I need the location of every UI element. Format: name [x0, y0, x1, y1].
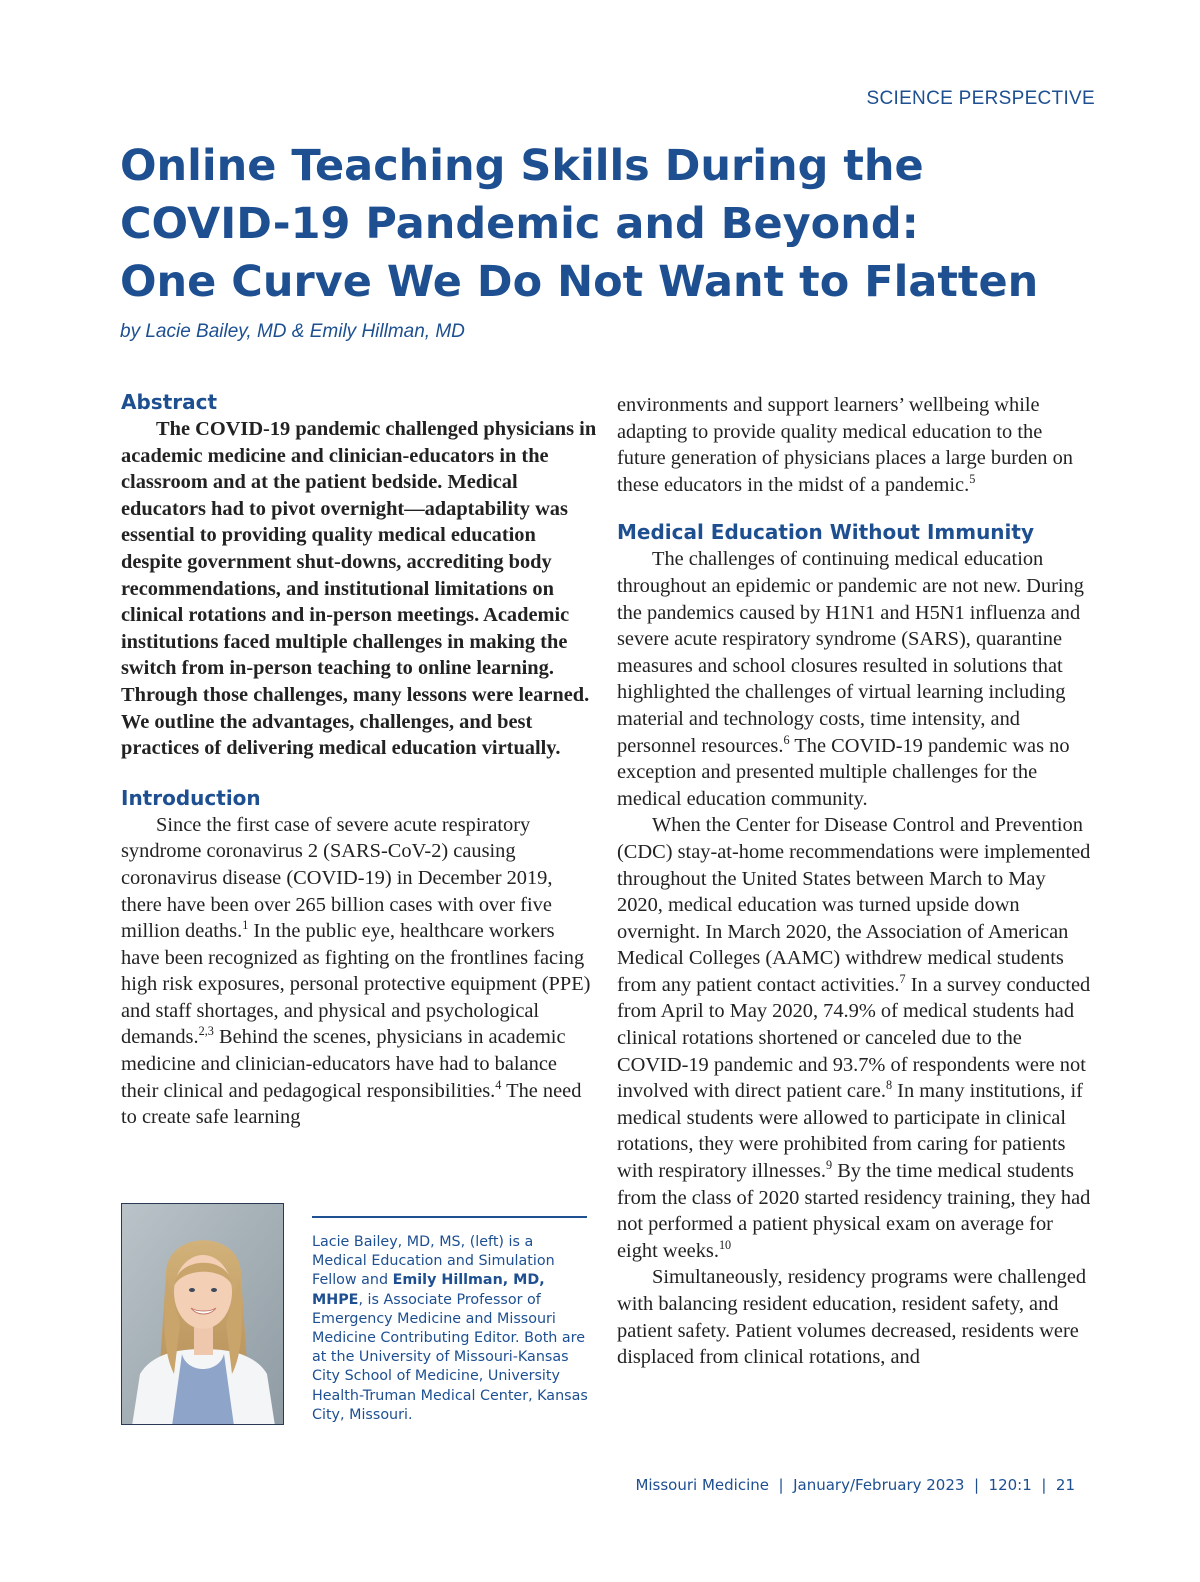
citation: 2,3	[198, 1024, 214, 1039]
citation: 4	[495, 1077, 502, 1092]
citation: 6	[783, 732, 790, 747]
section-paragraph-3: Simultaneously, residency programs were challenged with balancing resident education, resident safety, and patient safety. Patient volumes decreased, residents were displaced from clinical rotations, and	[617, 1266, 1087, 1369]
section-paragraph-1: The challenges of continuing medical education throughout an epidemic or pandemic are not new. During the pandemics caused by H1N1 and H5N1 influenza and severe acute respiratory syndrome (SARS), quarantine measures and school closures resulted in solutions that highlighted the challenges of virtual learning including material and technology costs, time intensity, and personnel resources.$^6$ The COVID-19 pandemic was no exception and presented multiple challenges for the medical education community.	[617, 548, 1084, 810]
abstract-text: The COVID-19 pandemic challenged physicians in academic medicine and clinician-educators in the classroom and at the patient bedside. Medical educators had to pivot overnight—adaptability was essential to providing quality medical education despite government shut-downs, accrediting body recommendations, and institutional limitations on clinical rotations and in-person meetings. Academic institutions faced multiple challenges in making the switch from in-person teaching to online learning. Through those challenges, many lessons were learned. We outline the advantages, challenges, and best practices of delivering medical education virtually.	[121, 418, 597, 760]
right-column	[617, 392, 1095, 1371]
introduction-paragraph: Since the first case of severe acute respiratory syndrome coronavirus 2 (SARS-CoV-2) causing coronavirus disease (COVID-19) in December 2019, there have been over 265 billion cases with over five million deaths.$^1$ In the public eye, healthcare workers have been recognized as fighting on the frontlines facing high risk exposures, personal protective equipment (PPE) and staff shortages, and physical and psychological demands.$^{2,3}$ Behind the scenes, physicians in academic medicine and clinician-educators have had to balance their clinical and pedagogical responsibilities.$^4$ The need to create safe learning	[121, 813, 591, 1129]
citation: 8	[885, 1078, 893, 1093]
title-line-2: COVID-19 Pandemic and Beyond:	[120, 199, 919, 249]
section-heading: Medical Education Without Immunity	[617, 520, 1035, 545]
author-photo-image	[122, 1204, 284, 1425]
section-label: SCIENCE PERSPECTIVE	[866, 88, 1095, 109]
abstract-heading: Abstract	[121, 390, 218, 414]
introduction-continued: environments and support learners’ wellbeing while adapting to provide quality medical education to the future generation of physicians places a large burden on these educators in the midst of a pandemic.$^5$	[617, 394, 1073, 496]
left-column	[121, 388, 597, 1131]
author-caption: Lacie Bailey, MD, MS, (left) is a Medical Education and Simulation Fellow and Emily Hillman, MD, MHPE, is Associate Professor of Emergency Medicine and Missouri Medicine Contributing Editor. Both are at the University of Missouri-Kansas City School of Medicine, University Health-Truman Medical Center, Kansas City, Missouri.	[312, 1234, 588, 1423]
citation: 1	[242, 918, 249, 933]
author-name: Emily Hillman, MD, MHPE	[312, 1272, 545, 1308]
citation: 5	[969, 471, 976, 486]
title-line-3: One Curve We Do Not Want to Flatten	[120, 257, 1039, 307]
article-title	[120, 137, 1080, 311]
byline: by Lacie Bailey, MD & Emily Hillman, MD	[120, 321, 465, 342]
title-line-1: Online Teaching Skills During the	[120, 141, 924, 191]
citation: 10	[718, 1238, 732, 1253]
citation: 7	[899, 972, 906, 987]
citation: 9	[825, 1158, 833, 1173]
section-paragraph-2: When the Center for Disease Control and Prevention (CDC) stay-at-home recommendations were implemented throughout the United States between March to May 2020, medical education was turned upside down overnight. In March 2020, the Association of American Medical Colleges (AAMC) withdrew medical students from any patient contact activities.$^7$ In a survey conducted from April to May 2020, 74.9% of medical students had clinical rotations shortened or canceled due to the COVID-19 pandemic and 93.7% of respondents were not involved with direct patient care.$^8$ In many institutions, if medical students were allowed to participate in clinical rotations, they were prohibited from caring for patients with respiratory illnesses.$^9$ By the time medical students from the class of 2020 started residency training, they had not performed a patient physical exam on average for eight weeks.$^{10}$	[617, 814, 1091, 1262]
page-footer: Missouri Medicine | January/February 2023 | 120:1 | 21	[635, 1476, 1075, 1494]
introduction-heading: Introduction	[121, 785, 261, 810]
author-photo	[121, 1203, 284, 1425]
caption-rule	[312, 1216, 587, 1218]
